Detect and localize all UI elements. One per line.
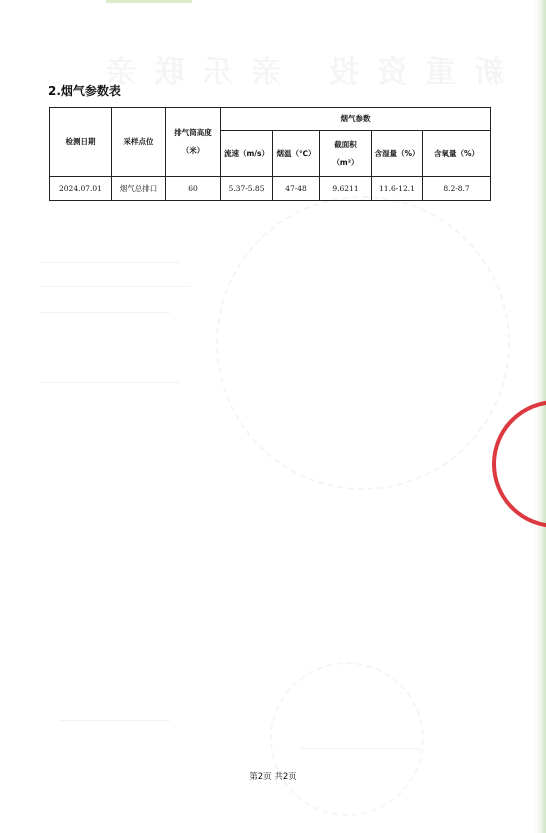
page-number-footer: 第2页 共2页 (249, 772, 297, 782)
header-area-label: 截面积 (334, 139, 357, 149)
header-stack-height-label: 排气筒高度 (174, 128, 212, 137)
table-header-row (50, 108, 491, 131)
show-through-line (40, 286, 190, 287)
header-date: 检测日期 (50, 108, 112, 177)
header-flue-gas-group: 烟气参数 (221, 108, 491, 131)
show-through-line (40, 312, 170, 313)
section-title: 2.烟气参数表 (48, 84, 121, 98)
show-through-line (60, 720, 170, 721)
header-stack-height (166, 108, 221, 177)
cell-oxygen: 8.2-8.7 (423, 177, 491, 201)
show-through-circle (216, 196, 510, 490)
header-area-unit: （m²） (332, 157, 359, 167)
show-through-text (102, 47, 504, 91)
header-temperature: 烟温（℃） (273, 131, 320, 177)
show-through-line (300, 748, 420, 749)
header-stack-height-unit: （米） (181, 146, 205, 155)
red-seal-stamp (492, 400, 546, 528)
header-area (320, 131, 372, 177)
header-oxygen: 含氧量（%） (423, 131, 491, 177)
show-through-line (40, 262, 180, 263)
flue-gas-parameters-table (49, 107, 491, 201)
cell-stack-height: 60 (166, 177, 221, 201)
cell-temperature: 47-48 (273, 177, 320, 201)
cell-area: 9.6211 (320, 177, 372, 201)
page-top-edge (106, 0, 192, 3)
header-velocity: 流速（m/s） (221, 131, 273, 177)
show-through-circle-2 (270, 662, 424, 816)
table-row (50, 177, 491, 201)
show-through-line (40, 382, 180, 383)
cell-date: 2024.07.01 (50, 177, 112, 201)
cell-velocity: 5.37-5.85 (221, 177, 273, 201)
cell-moisture: 11.6-12.1 (372, 177, 423, 201)
header-sampling-point: 采样点位 (112, 108, 166, 177)
header-moisture: 含湿量（%） (372, 131, 423, 177)
cell-sampling-point: 烟气总排口 (112, 177, 166, 201)
